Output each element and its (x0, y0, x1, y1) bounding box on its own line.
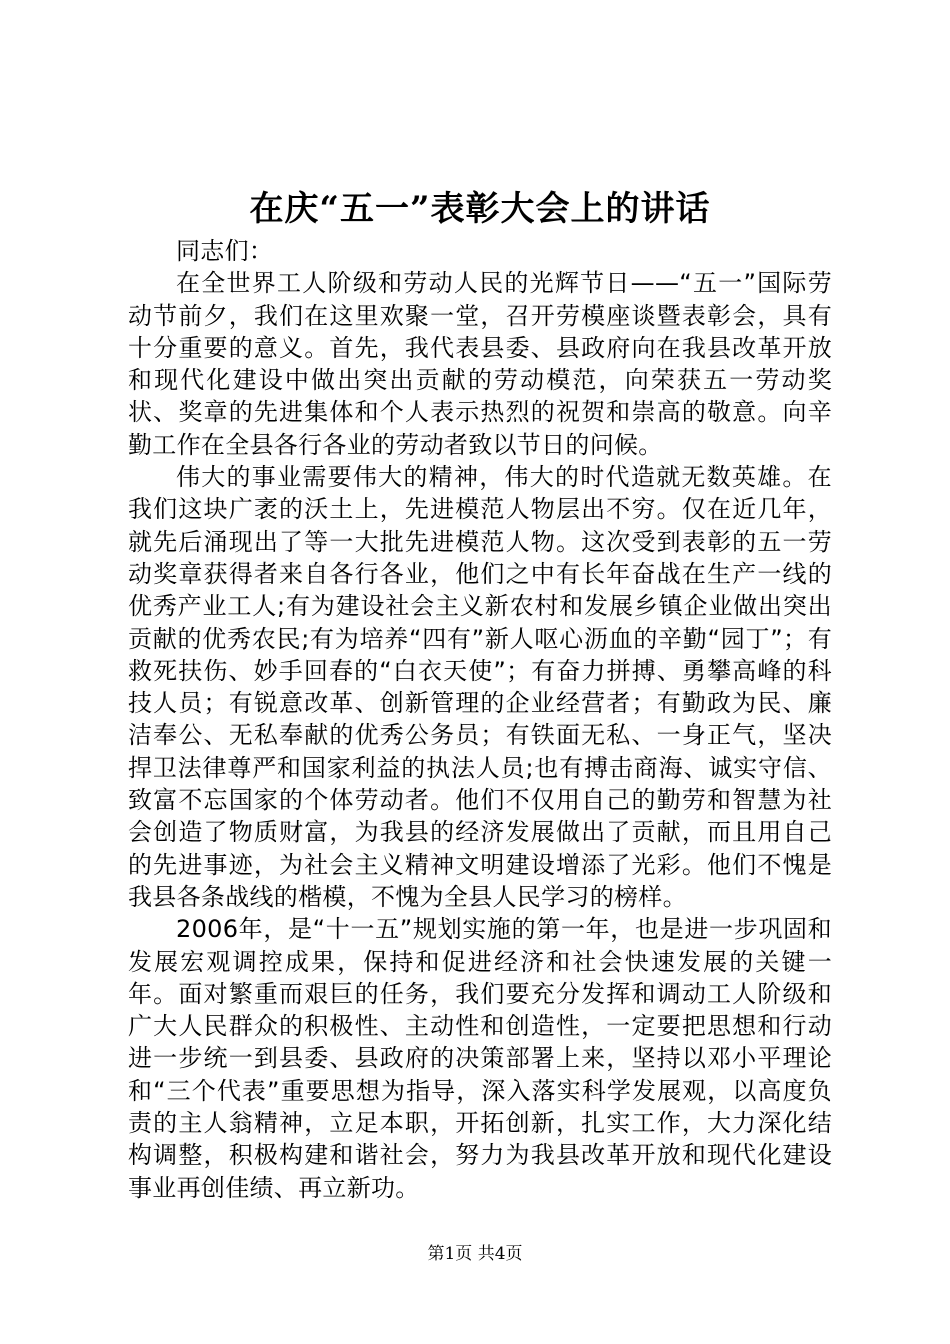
paragraph-1: 在全世界工人阶级和劳动人民的光辉节日——“五一”国际劳动节前夕，我们在这里欢聚一堂，召开劳模座谈暨表彰会，具有十分重要的意义。首先，我代表县委、县政府向在我县改革开放和现代化建设中做出突出贡献的劳动模范，向荣获五一劳动奖状、奖章的先进集体和个人表示热烈的祝贺和崇高的敬意。向辛勤工作在全县各行各业的劳动者致以节日的问候。 (128, 269, 832, 459)
page-number: 第1页 共4页 (427, 1244, 523, 1264)
paragraph-2: 伟大的事业需要伟大的精神，伟大的时代造就无数英雄。在我们这块广袤的沃土上，先进模范人物层出不穷。仅在近几年，就先后涌现出了等一大批先进模范人物。这次受到表彰的五一劳动奖章获得者来自各行各业，他们之中有长年奋战在生产一线的优秀产业工人;有为建设社会主义新农村和发展乡镇企业做出突出贡献的优秀农民;有为培养“四有”新人呕心沥血的辛勤“园丁”；有救死扶伤、妙手回春的“白衣天使”；有奋力拼搏、勇攀高峰的科技人员；有锐意改革、创新管理的企业经营者；有勤政为民、廉洁奉公、无私奉献的优秀公务员；有铁面无私、一身正气，坚决捍卫法律尊严和国家利益的执法人员;也有搏击商海、诚实守信、致富不忘国家的个体劳动者。他们不仅用自己的勤劳和智慧为社会创造了物质财富，为我县的经济发展做出了贡献，而且用自己的先进事迹，为社会主义精神文明建设增添了光彩。他们不愧是我县各条战线的楷模，不愧为全县人民学习的榜样。 (128, 463, 832, 911)
document-page (128, 185, 832, 1204)
paragraph-3: 2006年，是“十一五”规划实施的第一年，也是进一步巩固和发展宏观调控成果，保持和促进经济和社会快速发展的关键一年。面对繁重而艰巨的任务，我们要充分发挥和调动工人阶级和广大人民群众的积极性、主动性和创造性，一定要把思想和行动进一步统一到县委、县政府的决策部署上来，坚持以邓小平理论和“三个代表”重要思想为指导，深入落实科学发展观，以高度负责的主人翁精神，立足本职，开拓创新，扎实工作，大力深化结构调整，积极构建和谐社会，努力为我县改革开放和现代化建设事业再创佳绩、再立新功。 (128, 915, 832, 1202)
salutation: 同志们： (176, 237, 274, 265)
document-title: 在庆“五一”表彰大会上的讲话 (249, 189, 711, 229)
page-footer (0, 1242, 950, 1266)
